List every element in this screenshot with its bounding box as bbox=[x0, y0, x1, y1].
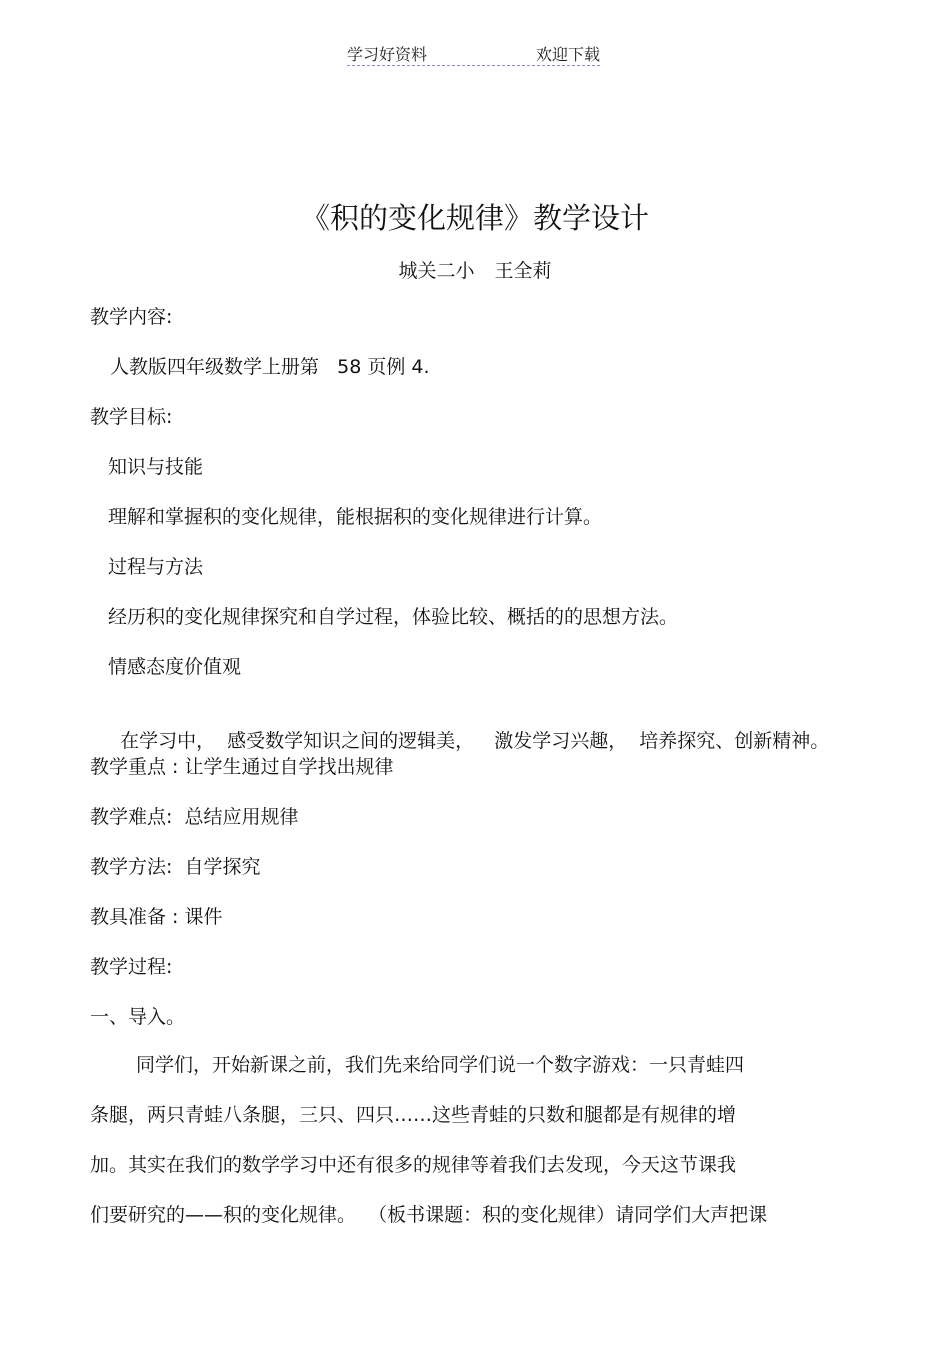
knowledge-label: 知识与技能 bbox=[108, 456, 204, 478]
knowledge-text: 理解和掌握积的变化规律，能根据积的变化规律进行计算。 bbox=[108, 506, 603, 528]
author-name: 王全莉 bbox=[494, 260, 552, 282]
section-1-heading: 一、导入。 bbox=[90, 1006, 186, 1028]
author-school: 城关二小 bbox=[398, 260, 475, 282]
header-right-text: 欢迎下载 bbox=[535, 45, 600, 64]
header-left-text: 学习好资料 bbox=[347, 45, 428, 64]
intro-line: 条腿，两只青蛙八条腿，三只、四只……这些青蛙的只数和腿都是有规律的增 bbox=[90, 1104, 737, 1126]
intro-line: 加。其实在我们的数学学习中还有很多的规律等着我们去发现，今天这节课我 bbox=[90, 1154, 737, 1176]
key-point: 教学重点 : 让学生通过自学找出规律 bbox=[90, 756, 394, 778]
difficulty: 教学难点: 总结应用规律 bbox=[90, 806, 299, 828]
process-text: 经历积的变化规律探究和自学过程，体验比较、概括的的思想方法。 bbox=[108, 606, 679, 628]
emotion-label: 情感态度价值观 bbox=[108, 656, 242, 678]
emotion-text-part-2: 激发学习兴趣， 培养探究、创新精神。 bbox=[494, 730, 830, 752]
content-label: 教学内容: bbox=[90, 306, 173, 328]
intro-line: 们要研究的——积的变化规律。 （板书课题：积的变化规律）请同学们大声把课 bbox=[90, 1204, 768, 1226]
emotion-text bbox=[108, 705, 829, 753]
goals-label: 教学目标: bbox=[90, 406, 173, 428]
procedure-label: 教学过程: bbox=[90, 956, 173, 978]
document-title: 《积的变化规律》教学设计 bbox=[300, 201, 649, 235]
emotion-text-part-1: 在学习中， 感受数学知识之间的逻辑美， bbox=[120, 730, 475, 752]
process-label: 过程与方法 bbox=[108, 556, 204, 578]
page-header bbox=[347, 40, 600, 66]
tools: 教具准备 : 课件 bbox=[90, 906, 223, 928]
author-line bbox=[0, 256, 950, 283]
intro-line: 同学们，开始新课之前，我们先来给同学们说一个数字游戏：一只青蛙四 bbox=[136, 1054, 745, 1076]
method: 教学方法: 自学探究 bbox=[90, 856, 261, 878]
intro-paragraph bbox=[90, 1053, 850, 1253]
content-text: 人教版四年级数学上册第 58 页例 4. bbox=[110, 356, 430, 378]
